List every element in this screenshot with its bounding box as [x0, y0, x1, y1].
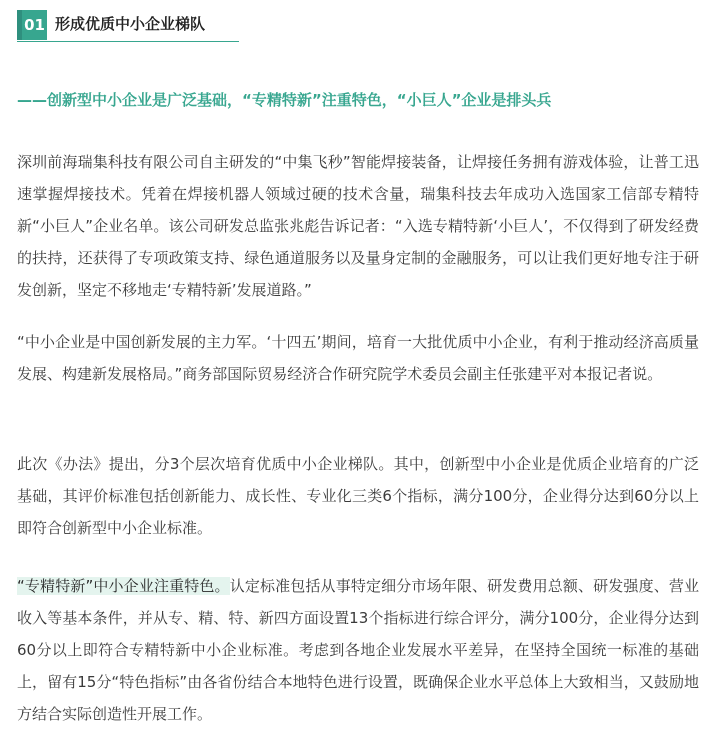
- paragraph-4: [17, 570, 699, 730]
- paragraph-1: 深圳前海瑞集科技有限公司自主研发的“中集飞秒”智能焊接装备，让焊接任务拥有游戏体验，让普工迅速掌握焊接技术。凭着在焊接机器人领域过硬的技术含量，瑞集科技去年成功入选国家工信部专精特新“小巨人”企业名单。该公司研发总监张兆彪告诉记者：“入选专精特新‘小巨人’，不仅得到了研发经费的扶持，还获得了专项政策支持、绿色通道服务以及量身定制的金融服务，可以让我们更好地专注于研发创新，坚定不移地走‘专精特新’发展道路。”: [17, 153, 699, 299]
- section-title-underline: [17, 41, 239, 42]
- paragraph-2: “中小企业是中国创新发展的主力军。‘十四五’期间，培育一大批优质中小企业，有利于推动经济高质量发展、构建新发展格局。”商务部国际贸易经济合作研究院学术委员会副主任张建平对本报记者说。: [17, 333, 699, 383]
- highlighted-lead-sentence: “专精特新”中小企业注重特色。: [17, 577, 230, 595]
- section-header: [17, 10, 697, 40]
- section-title: 形成优质中小企业梯队: [55, 15, 206, 33]
- paragraph-4-body: 认定标准包括从事特定细分市场年限、研发费用总额、研发强度、营业收入等基本条件，并从专、精、特、新四方面设置13个指标进行综合评分，满分100分，企业得分达到60分以上即符合专精特新中小企业标准。考虑到各地企业发展水平差异，在坚持全国统一标准的基础上，留有15分“特色指标”由各省份结合本地特色进行设置，既确保企业水平总体上大致相当，又鼓励地方结合实际创造性开展工作。: [17, 577, 699, 723]
- paragraph-3: 此次《办法》提出，分3个层次培育优质中小企业梯队。其中，创新型中小企业是优质企业培育的广泛基础，其评价标准包括创新能力、成长性、专业化三类6个指标，满分100分，企业得分达到60分以上即符合创新型中小企业标准。: [17, 455, 699, 537]
- section-number-badge: 01: [17, 10, 47, 40]
- section-subtitle: ——创新型中小企业是广泛基础，“专精特新”注重特色，“小巨人”企业是排头兵: [17, 91, 552, 109]
